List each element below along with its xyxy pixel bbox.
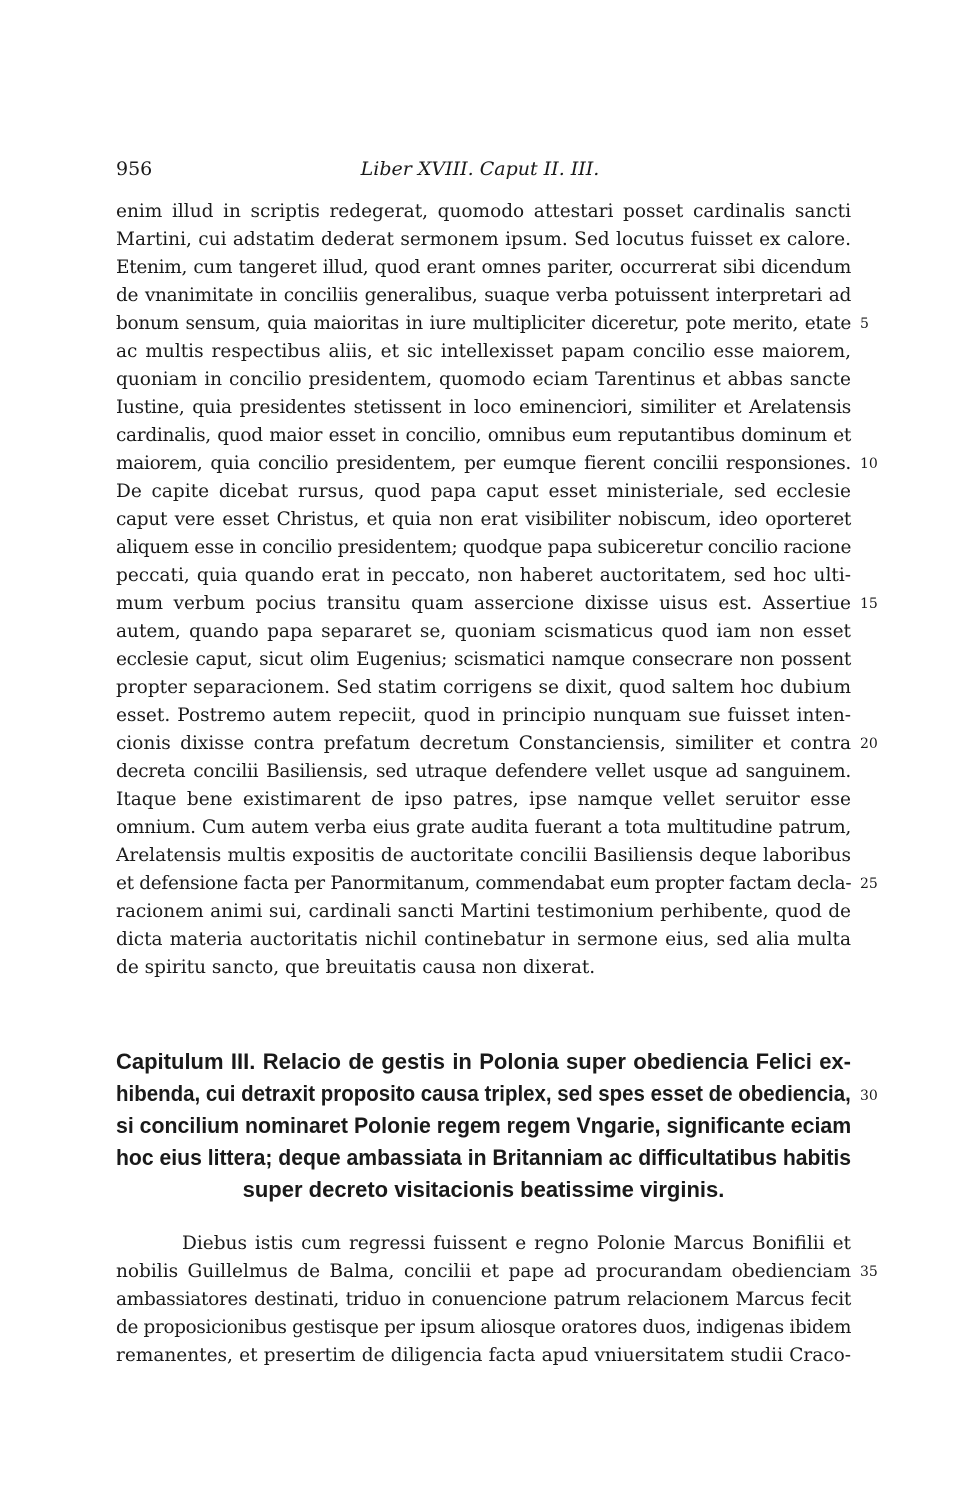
text-line: Iustine, quia presidentes stetissent in loco eminenciori, similiter et Arelatensis bbox=[116, 397, 851, 418]
running-title: Liber XVIII. Caput II. III. bbox=[360, 158, 600, 180]
text-line: de vnanimitate in conciliis generalibus, suaque verba potuissent interpretari ad bbox=[116, 285, 851, 306]
text-line: ambassiatores destinati, triduo in conuencione patrum relacionem Marcus fecit bbox=[116, 1289, 851, 1310]
text-line: cardinalis, quod maior esset in concilio, omnibus eum reputantibus dominum et bbox=[116, 425, 851, 446]
text-line: cionis dixisse contra prefatum decretum Constanciensis, similiter et contra bbox=[116, 733, 851, 754]
text-line: esset. Postremo autem repeciit, quod in principio nunquam sue fuisset inten- bbox=[116, 705, 851, 726]
text-line: Diebus istis cum regressi fuissent e regno Polonie Marcus Bonifilii et bbox=[182, 1233, 851, 1254]
line-number: 25 bbox=[860, 876, 878, 892]
chapter-heading-line: hibenda, cui detraxit proposito causa triplex, sed spes esset de obediencia, bbox=[116, 1081, 851, 1106]
text-line: dicta materia auctoritatis nichil continebatur in sermone eius, sed alia multa bbox=[116, 929, 851, 950]
text-line: autem, quando papa separaret se, quoniam scismaticus quod iam non esset bbox=[116, 621, 851, 642]
text-line: aliquem esse in concilio presidentem; quodque papa subiceretur concilio racione bbox=[116, 537, 852, 558]
chapter-heading-line: Capitulum III. Relacio de gestis in Polonia super obediencia Felici ex- bbox=[116, 1049, 851, 1074]
text-line: quoniam in concilio presidentem, quomodo eciam Tarentinus et abbas sancte bbox=[116, 369, 851, 390]
text-line: racionem animi sui, cardinali sancti Martini testimonium perhibente, quod de bbox=[116, 901, 851, 922]
text-line: peccati, quia quando erat in peccato, non haberet auctoritatem, sed hoc ulti- bbox=[116, 565, 851, 586]
line-number: 35 bbox=[860, 1264, 878, 1280]
text-line: De capite dicebat rursus, quod papa caput esset ministeriale, sed ecclesie bbox=[116, 481, 851, 502]
text-line: nobilis Guillelmus de Balma, concilii et pape ad procurandam obedienciam bbox=[116, 1261, 851, 1282]
text-line: maiorem, quia concilio presidentem, per eumque fierent concilii responsiones. bbox=[116, 453, 851, 474]
text-line: bonum sensum, quia maioritas in iure multipliciter diceretur, pote merito, etate bbox=[116, 313, 851, 334]
chapter-heading-line: si concilium nominaret Polonie regem regem Vngarie, significante eciam bbox=[116, 1113, 852, 1138]
text-line: remanentes, et presertim de diligencia facta apud vniuersitatem studii Craco- bbox=[116, 1345, 851, 1366]
text-line: ac multis respectibus aliis, et sic intellexisset papam concilio esse maiorem, bbox=[116, 341, 851, 362]
text-line: caput vere esset Christus, et quia non erat visibiliter nobiscum, ideo oporteret bbox=[116, 509, 851, 530]
text-line: Martini, cui adstatim dederat sermonem ipsum. Sed locutus fuisset ex calore. bbox=[116, 229, 851, 250]
line-number: 10 bbox=[860, 456, 878, 472]
line-number: 15 bbox=[860, 596, 878, 612]
chapter-heading-line: super decreto visitacionis beatissime virginis. bbox=[242, 1177, 725, 1202]
text-line: et defensione facta per Panormitanum, commendabat eum propter factam decla- bbox=[116, 873, 852, 894]
text-line: propter separacionem. Sed statim corrigens se dixit, quod saltem hoc dubium bbox=[116, 677, 851, 698]
text-line: ecclesie caput, sicut olim Eugenius; scismatici namque consecrare non possent bbox=[116, 649, 851, 670]
text-line: de spiritu sancto, que breuitatis causa non dixerat. bbox=[116, 957, 596, 978]
text-line: Arelatensis multis expositis de auctoritate concilii Basiliensis deque laboribus bbox=[116, 845, 851, 866]
line-number: 5 bbox=[860, 316, 869, 332]
text-line: Itaque bene existimarent de ipso patres, ipse namque vellet seruitor esse bbox=[116, 789, 851, 810]
page-number: 956 bbox=[116, 158, 153, 180]
text-line: de proposicionibus gestisque per ipsum aliosque oratores duos, indigenas ibidem bbox=[116, 1317, 852, 1338]
line-number: 30 bbox=[860, 1088, 878, 1104]
text-line: mum verbum pocius transitu quam assercione dixisse uisus est. Assertiue bbox=[116, 593, 851, 614]
text-line: enim illud in scriptis redegerat, quomodo attestari posset cardinalis sancti bbox=[116, 201, 851, 222]
text-line: decreta concilii Basiliensis, sed utraque defendere vellet usque ad sanguinem. bbox=[116, 761, 851, 782]
text-line: omnium. Cum autem verba eius grate audita fuerant a tota multitudine patrum, bbox=[116, 817, 851, 838]
text-line: Etenim, cum tangeret illud, quod erant omnes pariter, occurrerat sibi dicendum bbox=[116, 257, 851, 278]
chapter-heading-line: hoc eius littera; deque ambassiata in Britanniam ac difficultatibus habitis bbox=[116, 1145, 852, 1170]
line-number: 20 bbox=[860, 736, 878, 752]
